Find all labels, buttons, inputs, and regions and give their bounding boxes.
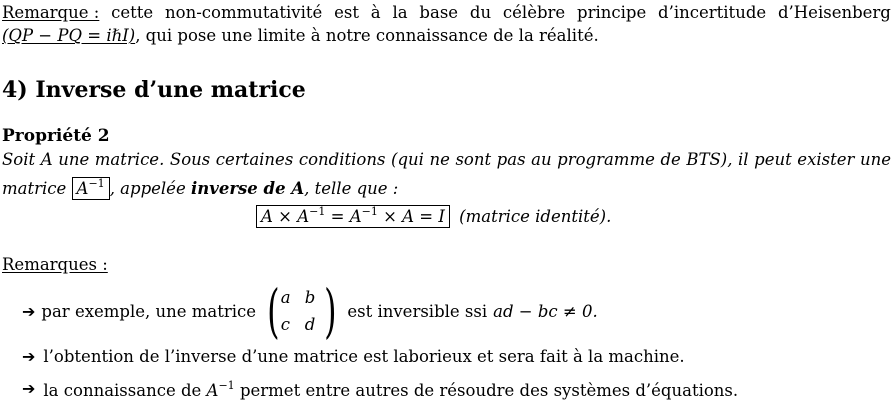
matrix-2x2 — [262, 277, 341, 345]
eq-exp: −1 — [309, 205, 326, 218]
remark-line-1 — [2, 3, 891, 22]
property-title: Propriété 2 — [2, 126, 110, 146]
eq-exp: −1 — [361, 205, 378, 218]
matrix-entries — [281, 288, 323, 334]
remark-word: est — [334, 3, 359, 22]
remark-word: cette — [111, 3, 154, 22]
right-arrow-icon: ➔ — [22, 301, 36, 321]
remark-word: célèbre — [502, 3, 566, 22]
remark-item-2 — [22, 347, 685, 366]
remark-word: la — [392, 3, 408, 22]
remark-item-content — [43, 379, 738, 400]
remark-word: base — [419, 3, 459, 22]
bold-term: inverse de A — [190, 179, 305, 198]
remark-item-text: permet entre autres de résoudre des systèmes d’équations. — [239, 381, 739, 400]
matrix-entry: c — [280, 315, 290, 334]
eq-part: × A = I — [377, 207, 445, 226]
boxed-inverse — [72, 177, 110, 200]
remark-item-1 — [22, 277, 598, 345]
property-line-2 — [2, 177, 398, 198]
remark-word: à — [370, 3, 381, 22]
left-paren: ( — [267, 277, 280, 345]
remark-item-text: est inversible ssi — [347, 301, 488, 321]
section-title: 4) Inverse d’une matrice — [2, 77, 306, 103]
property-text: , telle que : — [304, 179, 399, 198]
property-equation-line — [256, 205, 611, 226]
inverse-exponent: −1 — [88, 177, 105, 190]
remark-word: principe — [577, 3, 647, 22]
property-line-1: Soit A une matrice. Sous certaines conditions (qui ne sont pas au programme de BTS), il peut exister une — [2, 150, 891, 169]
matrix-entry: d — [304, 315, 316, 334]
property-text: , appelée — [109, 179, 186, 198]
math-exponent: −1 — [218, 379, 235, 392]
remark-label: Remarque : — [2, 3, 100, 22]
right-arrow-icon: ➔ — [22, 379, 36, 398]
boxed-equation — [256, 205, 450, 228]
remark-item-3 — [22, 379, 738, 400]
right-paren: ) — [323, 277, 337, 345]
eq-part: A × A — [261, 207, 310, 226]
remark-word: non-commutativité — [165, 3, 323, 22]
heisenberg-formula: (QP − PQ = iℏI) — [2, 26, 136, 45]
remark-word: du — [469, 3, 492, 22]
remark-word: d’Heisenberg — [777, 3, 891, 22]
right-arrow-icon: ➔ — [22, 347, 36, 366]
remark-item-text: par exemple, une matrice — [41, 301, 257, 321]
remarks-label: Remarques : — [2, 255, 108, 274]
math-symbol: A — [206, 381, 219, 400]
matrix-entry: a — [280, 288, 291, 307]
remark-line-2 — [2, 26, 599, 45]
inverse-symbol: A — [76, 179, 89, 198]
condition-formula: ad − bc ≠ 0. — [493, 301, 598, 321]
eq-part: = A — [325, 207, 362, 226]
matrix-entry: b — [304, 288, 316, 307]
equation-note: (matrice identité). — [459, 207, 612, 226]
remark-item-text: la connaissance de — [43, 381, 202, 400]
property-text: matrice — [2, 179, 67, 198]
remark-line-2-text: , qui pose une limite à notre connaissance de la réalité. — [135, 26, 599, 45]
remark-word: d’incertitude — [658, 3, 767, 22]
remark-item-text: l’obtention de l’inverse d’une matrice est laborieux et sera fait à la machine. — [43, 347, 685, 366]
